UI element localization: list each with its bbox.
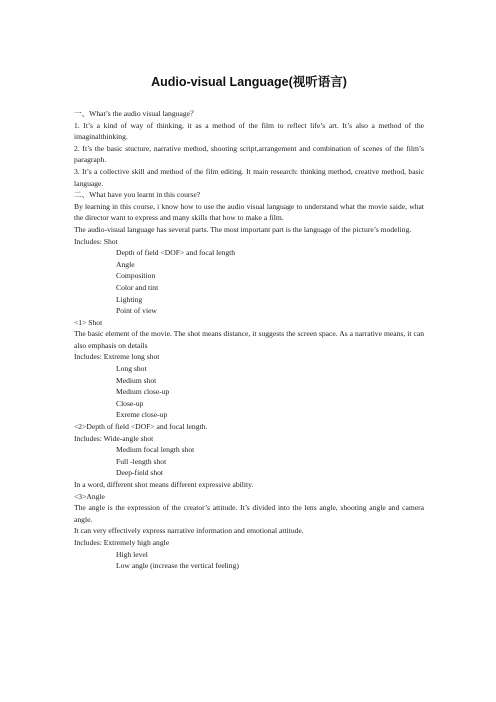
paragraph-1: 1. It’s a kind of way of thinking, it as a method of the film to reflect life’s art. It’s also a method of the imaginalthinking. <box>74 120 424 142</box>
list-item: Point of view <box>116 306 157 316</box>
shot-description: The basic element of the movie. The shot means distance, it suggests the screen space. As a narrative means, it can also emphasis on details <box>74 329 424 350</box>
list-item: Composition <box>116 271 156 281</box>
includes-shot: Includes: Shot <box>74 236 118 246</box>
list-item: Angle <box>116 259 135 269</box>
section-heading-learnt: 二、What have you learnt in this course? <box>74 190 201 200</box>
list-item: Medium shot <box>116 375 157 385</box>
page-title: Audio-visual Language(视听语言) <box>151 75 347 89</box>
section-heading-shot: <1> Shot <box>74 317 103 327</box>
angle-description-1: The angle is the expression of the creator’s attitude. It’s divided into the lens angle, shooting angle and camera angle. <box>74 503 424 524</box>
section-heading-dof: <2>Depth of field <DOF> and focal length. <box>74 422 208 432</box>
list-item: Deep-field shot <box>116 468 164 478</box>
angle-includes: Includes: Extremely high angle <box>74 537 170 547</box>
dof-summary: In a word, different shot means different expressive ability. <box>74 480 254 489</box>
paragraph-2: 2. It’s the basic stucture, narrative method, shooting script,arrangement and combination of scenes of the film’s paragraph. <box>74 143 424 165</box>
paragraph-parts: The audio-visual language has several parts. The most important part is the language of the picture’s modeling. <box>74 224 412 234</box>
list-item: Depth of field <DOF> and focal length <box>116 248 236 258</box>
paragraph-learning: By learning in this course, i know how to use the audio visual language to understand what the movie saide, what the director want to express and many skills that how to make a film. <box>74 201 424 223</box>
dof-includes: Includes: Wide-angle shot <box>74 433 154 443</box>
list-item: Full -length shot <box>116 456 167 466</box>
list-item: Color and tint <box>116 282 159 292</box>
section-heading-angle: <3>Angle <box>74 491 105 501</box>
shot-includes: Includes: Extreme long shot <box>74 352 160 362</box>
list-item: Exreme close-up <box>116 410 168 420</box>
list-item: Low angle (increase the vertical feeling) <box>116 561 239 571</box>
paragraph-3: 3. It’s a collective skill and method of the film editing. It main research: thinking method, creative method, basic language. <box>74 166 424 188</box>
angle-description-2: It can very effectively express narrative information and emotional attitude. <box>74 526 304 536</box>
list-item: Medium close-up <box>116 387 170 397</box>
list-item: Long shot <box>116 364 147 374</box>
section-heading-what: 一、What’s the audio visual language？ <box>74 109 198 118</box>
list-item: Close-up <box>116 398 144 408</box>
list-item: Lighting <box>116 294 143 304</box>
list-item: High level <box>116 549 148 559</box>
list-item: Medium focal length shot <box>116 445 195 455</box>
document-body <box>74 108 424 572</box>
